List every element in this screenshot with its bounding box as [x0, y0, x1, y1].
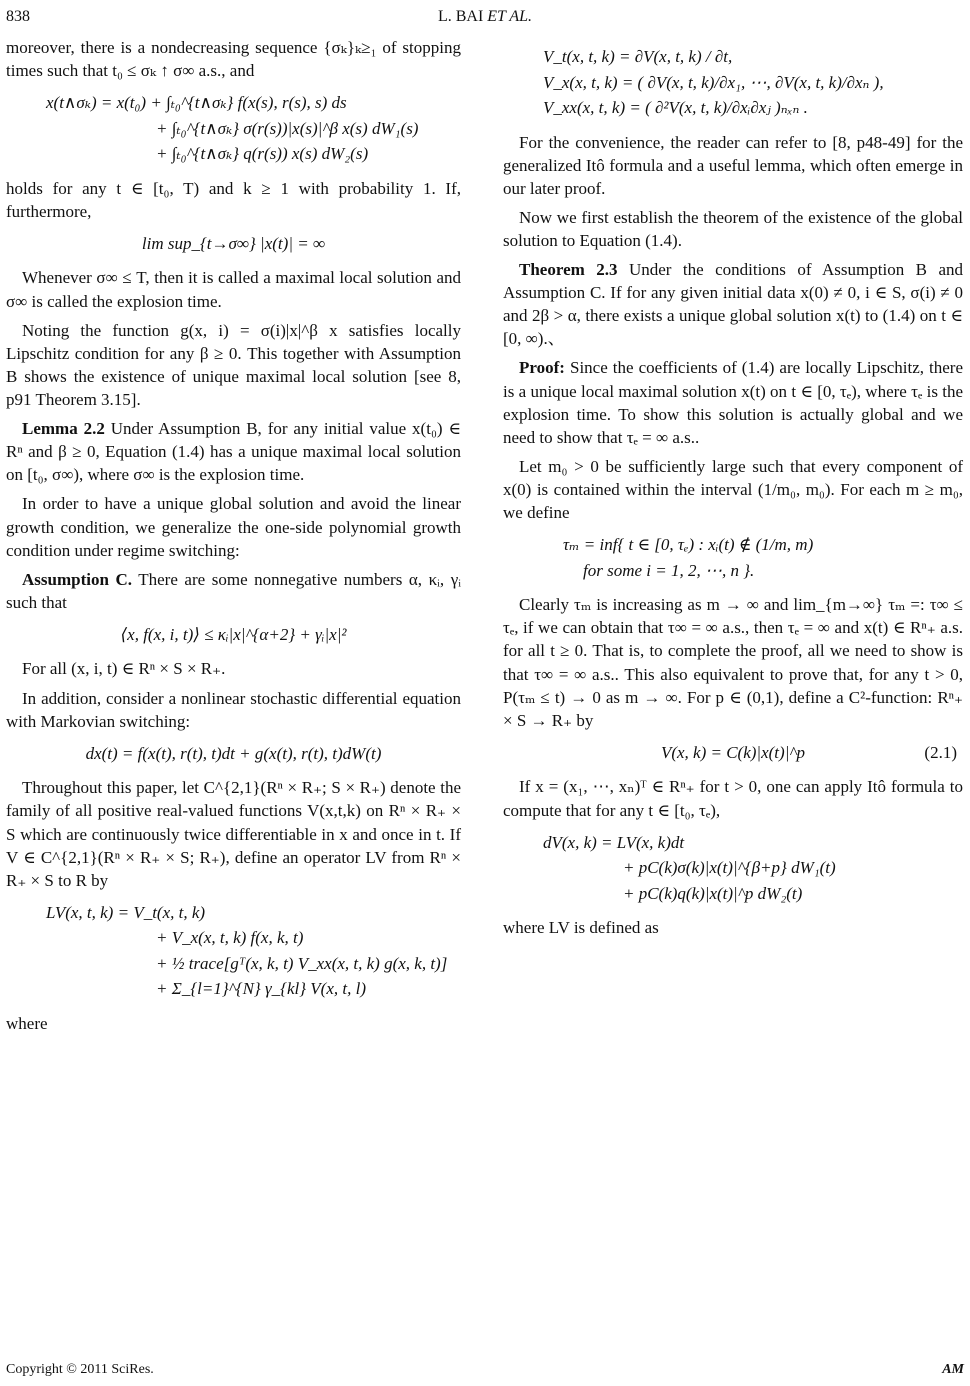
right-column — [503, 36, 963, 945]
paragraph: Throughout this paper, let C^{2,1}(Rⁿ × R₊; S × R₊) denote the family of all positive real-valued functions V(x,t,k) on Rⁿ × R₊ × S which are continuously twice differentiable in x and once in t. If V ∈ C^{2,1}(Rⁿ × R₊ × S; R₊), define an operator LV from Rⁿ × R₊ × S to R by — [6, 778, 461, 890]
equation-operator-lv — [6, 900, 461, 1002]
equation-lyapunov — [503, 740, 963, 766]
proof-text: Since the coefficients of (1.4) are locally Lipschitz, there is a unique local maximal solution x(t) on t ∈ [0, τₑ), where τₑ is the explosion time. To show this solution is actually global and we need to show that τₑ = ∞ a.s.. — [503, 358, 964, 447]
running-title — [0, 6, 970, 28]
equation-line: + ∫ₜ₀^{t∧σₖ} σ(r(s))|x(s)|^β x(s) dW₁(s) — [156, 118, 419, 138]
journal-abbrev: AM — [942, 1362, 964, 1377]
equation-ito — [503, 830, 963, 907]
equation-line: V_t(x, t, k) = ∂V(x, t, k) / ∂t, — [543, 47, 733, 66]
paragraph: For all (x, i, t) ∈ Rⁿ × S × R₊. — [22, 659, 226, 679]
equation-line: + ½ trace[gᵀ(x, k, t) V_xx(x, t, k) g(x, k, t)] — [156, 953, 448, 973]
equation-line: x(t∧σₖ) = x(t₀) + ∫ₜ₀^{t∧σₖ} f(x(s), r(s), s) ds — [46, 93, 347, 113]
paragraph: Clearly τₘ is increasing as m → ∞ and lim_{m→∞} τₘ =: τ∞ ≤ τₑ, if we can obtain that τ∞ = ∞ a.s., then τₑ = ∞ and x(t) ∈ Rⁿ₊ a.s. for all t ≥ 0. That is, to complete the proof, all we need to show is that τ∞ = ∞ a.s.. This also equivalent to prove that, for any t > 0, P(τₘ ≤ t) → 0 as m → ∞. For p ∈ (0,1), define a C²-function: Rⁿ₊ × S → R₊ by — [503, 595, 963, 730]
paragraph: In order to have a unique global solution and avoid the linear growth condition, we generalize the one-side polynomial growth condition under regime switching: — [6, 494, 461, 560]
theorem-2-3 — [503, 258, 963, 350]
equation-line: + Σ_{l=1}^{N} γ_{kl} V(x, t, l) — [156, 979, 366, 999]
theorem-label: Theorem 2.3 — [519, 260, 618, 280]
paragraph: Now we first establish the theorem of the existence of the global solution to Equation (1.4). — [503, 207, 963, 250]
paragraph: In addition, consider a nonlinear stochastic differential equation with Markovian switching: — [6, 688, 461, 731]
page-number: 838 — [6, 8, 30, 25]
equation-line: for some i = 1, 2, ⋯, n }. — [583, 560, 755, 580]
paragraph: For the convenience, the reader can refer to [8, p48-49] for the generalized Itô formula and a useful lemma, which often emerge in our later proof. — [503, 132, 963, 198]
paragraph: Noting the function g(x, i) = σ(i)|x|^β x satisfies locally Lipschitz condition for any β ≥ 0. This together with Assumption B shows the existence of unique maximal local solution [see 8, p91 Theorem 3.15]. — [6, 320, 461, 409]
page-header — [0, 6, 970, 34]
lemma-2-2 — [6, 417, 461, 486]
equation-line: + ∫ₜ₀^{t∧σₖ} q(r(s)) x(s) dW₂(s) — [156, 144, 369, 164]
paragraph: Let m₀ > 0 be sufficiently large such that every component of x(0) is contained within the interval (1/m₀, m₀). For each m ≥ m₀, we define — [503, 456, 963, 523]
proof — [503, 356, 963, 448]
paragraph: Whenever σ∞ ≤ T, then it is called a maximal local solution and σ∞ is called the explosion time. — [6, 268, 461, 311]
equation-growth-condition: ⟨x, f(x, i, t)⟩ ≤ κᵢ|x|^{α+2} + γᵢ|x|² — [120, 624, 347, 644]
equation-sde-switching: dx(t) = f(x(t), r(t), t)dt + g(x(t), r(t), t)dW(t) — [85, 743, 382, 763]
assumption-c — [6, 568, 461, 614]
paragraph: If x = (x₁, ⋯, xₙ)ᵀ ∈ Rⁿ₊ for t > 0, one can apply Itô formula to compute that for any t ∈ [t₀, τₑ), — [503, 777, 963, 820]
page-footer — [6, 1360, 964, 1380]
paragraph: moreover, there is a nondecreasing sequence {σₖ}ₖ≥₁ of stopping times such that t₀ ≤ σₖ ↑ σ∞ a.s., and — [6, 38, 461, 81]
equation-line: LV(x, t, k) = V_t(x, t, k) — [46, 902, 206, 922]
paragraph: where — [6, 1013, 48, 1033]
equation-number: (2.1) — [924, 742, 957, 762]
equation-line: τₘ = inf{ t ∈ [0, τₑ) : xᵢ(t) ∉ (1/m, m) — [563, 535, 814, 555]
equation-line: V_x(x, t, k) = ( ∂V(x, t, k)/∂x₁, ⋯, ∂V(x, t, k)/∂xₙ ), — [543, 72, 884, 92]
equation-line: V_xx(x, t, k) = ( ∂²V(x, t, k)/∂xᵢ∂xⱼ )ₙₓₙ . — [543, 98, 808, 117]
running-authors-suffix: ET AL. — [487, 8, 533, 25]
left-column — [6, 36, 461, 1041]
theorem-text: Under the conditions of Assumption B and Assumption C. If for any given initial data x(0) ≠ 0, i ∈ S, σ(i) ≠ 0 and 2β > α, there exists a unique global solution x(t) to (1.4) on t ∈ [0, ∞).、 — [503, 260, 963, 349]
paragraph: where LV is defined as — [503, 918, 659, 938]
lemma-label: Lemma 2.2 — [22, 419, 105, 439]
lemma-text: Under Assumption B, for any initial value x(t₀) ∈ Rⁿ and β ≥ 0, Equation (1.4) has a unique maximal local solution on [t₀, σ∞), where σ∞ is the explosion time. — [6, 419, 461, 485]
equation-derivatives — [503, 44, 963, 121]
equation-line: + V_x(x, t, k) f(x, k, t) — [156, 928, 304, 948]
paragraph: holds for any t ∈ [t₀, T) and k ≥ 1 with probability 1. If, furthermore, — [6, 178, 461, 221]
proof-label: Proof: — [519, 358, 565, 378]
equation-line: + pC(k)q(k)|x(t)|^p dW₂(t) — [623, 883, 803, 903]
equation-stopping-time — [503, 532, 963, 583]
running-authors: L. BAI — [437, 8, 484, 25]
assumption-label: Assumption C. — [22, 569, 132, 589]
equation-limsup: lim sup_{t→σ∞} |x(t)| = ∞ — [141, 233, 326, 253]
equation-body: V(x, k) = C(k)|x(t)|^p — [660, 742, 806, 762]
assumption-text: There are some nonnegative numbers α, κᵢ, γᵢ such that — [6, 569, 462, 612]
equation-stopped-solution — [6, 90, 461, 167]
equation-line: + pC(k)σ(k)|x(t)|^{β+p} dW₁(t) — [623, 858, 836, 878]
copyright-notice: Copyright © 2011 SciRes. — [6, 1362, 154, 1377]
equation-line: dV(x, k) = LV(x, k)dt — [543, 832, 685, 852]
